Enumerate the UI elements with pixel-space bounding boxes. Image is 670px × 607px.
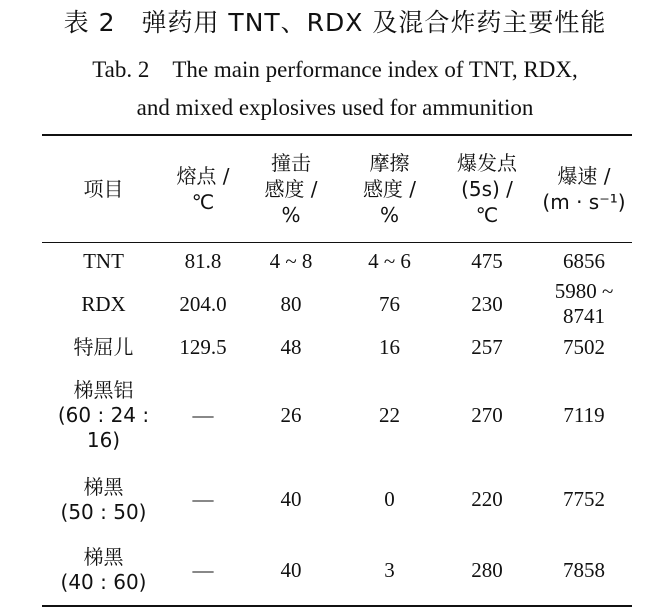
header-impact-sensitivity-unit: % (281, 203, 301, 227)
header-explosion-point-line-1: 爆发点 (457, 151, 517, 175)
explosion-point-cell: 475 (471, 248, 503, 273)
friction-sensitivity-cell: 0 (384, 487, 395, 511)
melting-point-cell: 129.5 (179, 335, 227, 359)
row-name-line: 特屈儿 (73, 335, 134, 359)
header-item-label: 项目 (83, 177, 124, 201)
header-melting-point-unit: ℃ (191, 190, 215, 214)
friction-sensitivity-cell: 16 (379, 335, 400, 359)
header-detonation-velocity-unit: (m · s⁻¹) (542, 190, 626, 214)
table-row (42, 464, 632, 535)
detonation-velocity-cell: 7502 (563, 335, 605, 359)
header-friction-sensitivity-unit: % (379, 203, 399, 227)
header-friction-sensitivity-line-1: 摩擦 (369, 151, 410, 175)
friction-sensitivity-cell: 22 (379, 402, 400, 427)
row-name-line: 梯黑铝 (73, 377, 134, 402)
friction-sensitivity-cell: 3 (384, 557, 395, 582)
impact-sensitivity-cell: 40 (280, 487, 302, 511)
melting-point-cell: — (192, 557, 214, 582)
header-detonation-velocity (536, 135, 632, 243)
explosion-point-cell: 230 (471, 291, 503, 316)
detonation-velocity-cell: 7858 (563, 557, 605, 582)
header-melting-point (165, 135, 241, 243)
explosion-point-cell: 257 (471, 335, 503, 359)
melting-point-cell: 204.0 (179, 291, 227, 316)
explosion-point-cell: 280 (471, 557, 503, 582)
detonation-velocity-cell: 7752 (563, 487, 605, 511)
table-caption-chinese: 表 2 弹药用 TNT、RDX 及混合炸药主要性能 (63, 8, 607, 37)
row-name-cell (42, 243, 165, 280)
header-friction-sensitivity (341, 135, 438, 243)
row-name-line: 梯黑 (83, 474, 124, 499)
melting-point-cell: — (192, 487, 214, 511)
melting-point-cell: — (192, 402, 214, 427)
table-row (42, 366, 632, 464)
impact-sensitivity-cell: 48 (280, 335, 302, 359)
impact-sensitivity-cell: 4 ~ 8 (269, 248, 313, 273)
header-detonation-velocity-line-1: 爆速 / (557, 164, 611, 188)
melting-point-cell: 81.8 (184, 248, 222, 273)
header-friction-sensitivity-line-2: 感度 / (362, 177, 417, 201)
row-name-cell (42, 366, 165, 464)
header-melting-point-line-1: 熔点 / (176, 164, 230, 188)
detonation-velocity-cell: 5980 ~ 8741 (554, 279, 614, 328)
row-name-cell (42, 535, 165, 606)
explosion-point-cell: 220 (471, 487, 503, 511)
table-row (42, 535, 632, 606)
row-name-cell (42, 329, 165, 366)
table-row (42, 279, 632, 329)
impact-sensitivity-cell: 40 (280, 557, 302, 582)
table-row (42, 243, 632, 280)
header-row (42, 135, 632, 243)
impact-sensitivity-cell: 26 (280, 402, 302, 427)
performance-table (42, 134, 632, 607)
row-name-ratio-line: (50 : 50) (60, 499, 147, 524)
header-item (42, 135, 165, 243)
header-impact-sensitivity-line-1: 撞击 (271, 151, 311, 175)
table-caption-english-line-2: and mixed explosives used for ammunition (136, 95, 534, 120)
header-explosion-point-unit: ℃ (475, 203, 499, 227)
row-name-ratio-line: 16) (86, 427, 121, 452)
header-explosion-point (438, 135, 536, 243)
row-name-line: TNT (83, 248, 124, 273)
row-name-ratio-line: (40 : 60) (60, 570, 147, 594)
header-explosion-point-line-2: (5s) / (461, 177, 513, 201)
friction-sensitivity-cell: 4 ~ 6 (368, 248, 411, 273)
row-name-ratio-line: (60 : 24 : (57, 402, 150, 427)
row-name-line: RDX (81, 291, 126, 316)
detonation-velocity-cell: 7119 (563, 402, 605, 427)
table-row (42, 329, 632, 366)
header-impact-sensitivity (241, 135, 341, 243)
impact-sensitivity-cell: 80 (280, 291, 302, 316)
row-name-line: 梯黑 (83, 545, 124, 569)
row-name-cell (42, 464, 165, 535)
explosion-point-cell: 270 (471, 402, 503, 427)
row-name-cell (42, 279, 165, 329)
detonation-velocity-cell: 6856 (563, 248, 605, 273)
friction-sensitivity-cell: 76 (379, 291, 400, 316)
header-impact-sensitivity-line-2: 感度 / (264, 177, 318, 201)
table-caption-english-line-1: Tab. 2 The main performance index of TNT, RDX, (92, 57, 578, 82)
